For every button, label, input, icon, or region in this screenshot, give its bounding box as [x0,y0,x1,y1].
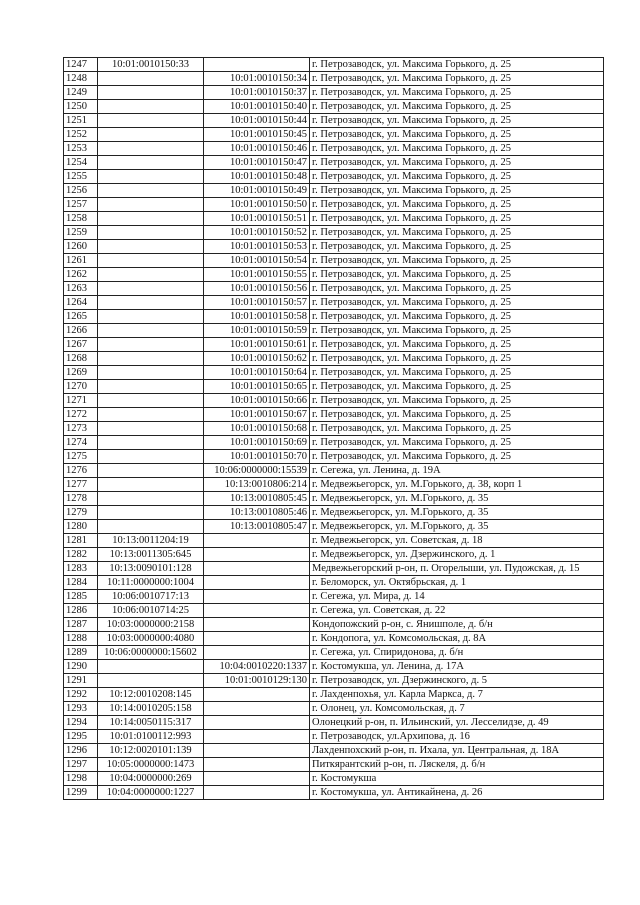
cadastral-number-land-cell: 10:13:0090101:128 [98,562,204,576]
address-cell: г. Беломорск, ул. Октябрьская, д. 1 [310,576,604,590]
address-cell: г. Медвежьегорск, ул. М.Горького, д. 35 [310,492,604,506]
address-cell: г. Петрозаводск, ул. Максима Горького, д. 25 [310,282,604,296]
table-row [64,674,604,688]
address-cell: г. Сегежа, ул. Мира, д. 14 [310,590,604,604]
cadastral-number-building-cell: 10:04:0010220:1337 [204,660,310,674]
row-number-cell: 1274 [64,436,98,450]
cadastral-number-land-cell: 10:01:0100112:993 [98,730,204,744]
cadastral-number-building-cell: 10:01:0010150:54 [204,254,310,268]
table-row [64,506,604,520]
row-number-cell: 1268 [64,352,98,366]
address-cell: г. Петрозаводск, ул. Максима Горького, д. 25 [310,324,604,338]
table-row [64,786,604,800]
row-number-cell: 1290 [64,660,98,674]
cadastral-number-building-cell: 10:01:0010150:64 [204,366,310,380]
cadastral-number-land-cell [98,184,204,198]
cadastral-number-land-cell [98,296,204,310]
row-number-cell: 1289 [64,646,98,660]
table-row [64,702,604,716]
row-number-cell: 1255 [64,170,98,184]
address-cell: г. Петрозаводск, ул. Максима Горького, д. 25 [310,128,604,142]
cadastral-number-building-cell: 10:01:0010150:56 [204,282,310,296]
table-row [64,478,604,492]
cadastral-number-building-cell: 10:01:0010150:65 [204,380,310,394]
cadastral-number-land-cell [98,520,204,534]
table-row [64,338,604,352]
cadastral-number-land-cell: 10:05:0000000:1473 [98,758,204,772]
table-row [64,562,604,576]
address-cell: г. Медвежьегорск, ул. М.Горького, д. 35 [310,520,604,534]
row-number-cell: 1261 [64,254,98,268]
row-number-cell: 1254 [64,156,98,170]
cadastral-number-land-cell [98,478,204,492]
table-row [64,310,604,324]
table-row [64,100,604,114]
row-number-cell: 1288 [64,632,98,646]
address-cell: г. Петрозаводск, ул. Максима Горького, д. 25 [310,72,604,86]
table-row [64,142,604,156]
cadastral-number-building-cell: 10:01:0010150:69 [204,436,310,450]
cadastral-number-land-cell [98,674,204,688]
address-cell: г. Петрозаводск, ул.Архипова, д. 16 [310,730,604,744]
table-row [64,604,604,618]
cadastral-number-building-cell: 10:01:0010150:70 [204,450,310,464]
cadastral-number-building-cell: 10:13:0010805:47 [204,520,310,534]
cadastral-number-land-cell: 10:13:0011305:645 [98,548,204,562]
table-row [64,86,604,100]
cadastral-number-building-cell: 10:01:0010150:53 [204,240,310,254]
cadastral-number-building-cell [204,688,310,702]
row-number-cell: 1278 [64,492,98,506]
cadastral-number-building-cell: 10:13:0010805:46 [204,506,310,520]
row-number-cell: 1296 [64,744,98,758]
address-cell: Лахденпохский р-он, п. Ихала, ул. Центральная, д. 18А [310,744,604,758]
cadastral-number-building-cell: 10:06:0000000:15539 [204,464,310,478]
cadastral-number-land-cell: 10:14:0050115:317 [98,716,204,730]
address-cell: Олонецкий р-он, п. Ильинский, ул. Лесселидзе, д. 49 [310,716,604,730]
table-row [64,282,604,296]
cadastral-number-land-cell: 10:06:0010717:13 [98,590,204,604]
row-number-cell: 1286 [64,604,98,618]
address-cell: г. Петрозаводск, ул. Дзержинского, д. 5 [310,674,604,688]
address-cell: г. Лахденпохья, ул. Карла Маркса, д. 7 [310,688,604,702]
cadastral-number-land-cell: 10:12:0010208:145 [98,688,204,702]
cadastral-number-building-cell: 10:01:0010150:45 [204,128,310,142]
table-row [64,296,604,310]
cadastral-number-building-cell: 10:01:0010150:67 [204,408,310,422]
address-cell: г. Медвежьегорск, ул. Советская, д. 18 [310,534,604,548]
cadastral-number-building-cell: 10:01:0010150:61 [204,338,310,352]
cadastral-number-land-cell [98,282,204,296]
address-cell: г. Сегежа, ул. Советская, д. 22 [310,604,604,618]
address-cell: г. Петрозаводск, ул. Максима Горького, д. 25 [310,352,604,366]
table-row [64,772,604,786]
row-number-cell: 1264 [64,296,98,310]
cadastral-number-building-cell: 10:01:0010150:46 [204,142,310,156]
row-number-cell: 1251 [64,114,98,128]
table-row [64,716,604,730]
cadastral-number-building-cell: 10:01:0010150:44 [204,114,310,128]
cadastral-number-building-cell: 10:01:0010150:51 [204,212,310,226]
address-cell: г. Костомукша, ул. Антикайнена, д. 26 [310,786,604,800]
cadastral-number-land-cell [98,506,204,520]
cadastral-number-building-cell [204,730,310,744]
cadastral-number-land-cell [98,310,204,324]
table-row [64,688,604,702]
cadastral-number-building-cell [204,758,310,772]
table-row [64,492,604,506]
address-cell: г. Петрозаводск, ул. Максима Горького, д. 25 [310,366,604,380]
cadastral-number-building-cell: 10:01:0010150:37 [204,86,310,100]
table-row [64,464,604,478]
row-number-cell: 1252 [64,128,98,142]
cadastral-number-land-cell [98,324,204,338]
cadastral-number-building-cell: 10:01:0010129:130 [204,674,310,688]
address-cell: Кондопожский р-он, с. Янишполе, д. б/н [310,618,604,632]
cadastral-number-building-cell [204,618,310,632]
cadastral-number-land-cell [98,352,204,366]
row-number-cell: 1272 [64,408,98,422]
row-number-cell: 1287 [64,618,98,632]
cadastral-number-land-cell [98,254,204,268]
row-number-cell: 1263 [64,282,98,296]
row-number-cell: 1271 [64,394,98,408]
table-row [64,408,604,422]
row-number-cell: 1275 [64,450,98,464]
cadastral-number-land-cell [98,212,204,226]
table-row [64,72,604,86]
address-cell: г. Петрозаводск, ул. Максима Горького, д. 25 [310,184,604,198]
row-number-cell: 1248 [64,72,98,86]
cadastral-number-building-cell: 10:13:0010805:45 [204,492,310,506]
cadastral-number-building-cell: 10:01:0010150:49 [204,184,310,198]
table-row [64,366,604,380]
cadastral-number-building-cell [204,58,310,72]
row-number-cell: 1295 [64,730,98,744]
cadastral-number-land-cell [98,492,204,506]
address-cell: г. Медвежьегорск, ул. М.Горького, д. 38, корп 1 [310,478,604,492]
cadastral-number-building-cell: 10:01:0010150:47 [204,156,310,170]
address-cell: г. Петрозаводск, ул. Максима Горького, д. 25 [310,198,604,212]
cadastral-number-land-cell [98,338,204,352]
cadastral-number-land-cell [98,72,204,86]
table-row [64,646,604,660]
table-row [64,226,604,240]
address-cell: г. Петрозаводск, ул. Максима Горького, д. 25 [310,254,604,268]
table-row [64,128,604,142]
cadastral-number-land-cell: 10:03:0000000:2158 [98,618,204,632]
table-row [64,422,604,436]
row-number-cell: 1293 [64,702,98,716]
address-cell: г. Костомукша [310,772,604,786]
row-number-cell: 1276 [64,464,98,478]
table-row [64,436,604,450]
cadastral-number-building-cell: 10:01:0010150:58 [204,310,310,324]
cadastral-number-building-cell: 10:01:0010150:55 [204,268,310,282]
address-cell: г. Петрозаводск, ул. Максима Горького, д. 25 [310,156,604,170]
table-row [64,660,604,674]
address-cell: г. Петрозаводск, ул. Максима Горького, д. 25 [310,170,604,184]
row-number-cell: 1279 [64,506,98,520]
cadastral-number-land-cell [98,436,204,450]
address-cell: г. Олонец, ул. Комсомольская, д. 7 [310,702,604,716]
address-cell: г. Сегежа, ул. Ленина, д. 19А [310,464,604,478]
cadastral-number-building-cell [204,548,310,562]
row-number-cell: 1281 [64,534,98,548]
cadastral-number-building-cell [204,702,310,716]
cadastral-number-land-cell: 10:12:0020101:139 [98,744,204,758]
address-cell: г. Петрозаводск, ул. Максима Горького, д. 25 [310,296,604,310]
row-number-cell: 1298 [64,772,98,786]
cadastral-number-building-cell: 10:01:0010150:52 [204,226,310,240]
row-number-cell: 1285 [64,590,98,604]
row-number-cell: 1270 [64,380,98,394]
address-cell: г. Петрозаводск, ул. Максима Горького, д. 25 [310,268,604,282]
row-number-cell: 1273 [64,422,98,436]
address-cell: г. Петрозаводск, ул. Максима Горького, д. 25 [310,422,604,436]
row-number-cell: 1267 [64,338,98,352]
table-row [64,268,604,282]
table-row [64,114,604,128]
cadastral-number-land-cell [98,86,204,100]
cadastral-number-building-cell [204,772,310,786]
cadastral-number-land-cell [98,464,204,478]
cadastral-number-building-cell: 10:01:0010150:62 [204,352,310,366]
cadastral-number-building-cell: 10:13:0010806:214 [204,478,310,492]
row-number-cell: 1247 [64,58,98,72]
cadastral-number-land-cell [98,366,204,380]
table-row [64,576,604,590]
row-number-cell: 1262 [64,268,98,282]
table-row [64,58,604,72]
address-cell: г. Петрозаводск, ул. Максима Горького, д. 25 [310,212,604,226]
row-number-cell: 1249 [64,86,98,100]
row-number-cell: 1258 [64,212,98,226]
table-row [64,198,604,212]
table-row [64,590,604,604]
cadastral-number-building-cell: 10:01:0010150:66 [204,394,310,408]
address-cell: г. Петрозаводск, ул. Максима Горького, д. 25 [310,338,604,352]
cadastral-number-land-cell [98,450,204,464]
row-number-cell: 1259 [64,226,98,240]
cadastral-number-building-cell [204,646,310,660]
row-number-cell: 1291 [64,674,98,688]
table-row [64,394,604,408]
cadastral-number-land-cell: 10:11:0000000:1004 [98,576,204,590]
address-cell: г. Кондопога, ул. Комсомольская, д. 8А [310,632,604,646]
cadastral-number-building-cell [204,716,310,730]
address-cell: г. Медвежьегорск, ул. Дзержинского, д. 1 [310,548,604,562]
row-number-cell: 1297 [64,758,98,772]
row-number-cell: 1292 [64,688,98,702]
address-cell: г. Петрозаводск, ул. Максима Горького, д. 25 [310,100,604,114]
address-cell: г. Сегежа, ул. Спиридонова, д. б/н [310,646,604,660]
address-cell: Медвежьегорский р-он, п. Огорелыши, ул. Пудожская, д. 15 [310,562,604,576]
cadastral-number-land-cell [98,156,204,170]
cadastral-number-land-cell [98,408,204,422]
address-cell: г. Петрозаводск, ул. Максима Горького, д. 25 [310,226,604,240]
row-number-cell: 1294 [64,716,98,730]
table-row [64,352,604,366]
cadastral-number-building-cell [204,562,310,576]
cadastral-number-building-cell [204,632,310,646]
cadastral-number-land-cell [98,198,204,212]
table-row [64,744,604,758]
cadastral-number-land-cell [98,240,204,254]
address-cell: г. Петрозаводск, ул. Максима Горького, д. 25 [310,380,604,394]
address-cell: Питкярантский р-он, п. Ляскеля, д. б/н [310,758,604,772]
cadastral-number-land-cell: 10:03:0000000:4080 [98,632,204,646]
address-cell: г. Петрозаводск, ул. Максима Горького, д. 25 [310,58,604,72]
address-cell: г. Петрозаводск, ул. Максима Горького, д. 25 [310,114,604,128]
cadastral-number-land-cell: 10:06:0010714:25 [98,604,204,618]
table-row [64,240,604,254]
cadastral-number-building-cell [204,744,310,758]
address-cell: г. Петрозаводск, ул. Максима Горького, д. 25 [310,310,604,324]
table-row [64,548,604,562]
cadastral-number-land-cell: 10:06:0000000:15602 [98,646,204,660]
row-number-cell: 1266 [64,324,98,338]
address-cell: г. Петрозаводск, ул. Максима Горького, д. 25 [310,142,604,156]
table-row [64,254,604,268]
address-cell: г. Петрозаводск, ул. Максима Горького, д. 25 [310,86,604,100]
row-number-cell: 1282 [64,548,98,562]
cadastral-number-building-cell [204,786,310,800]
address-cell: г. Петрозаводск, ул. Максима Горького, д. 25 [310,240,604,254]
address-cell: г. Костомукша, ул. Ленина, д. 17А [310,660,604,674]
table-row [64,324,604,338]
row-number-cell: 1299 [64,786,98,800]
cadastral-number-land-cell: 10:01:0010150:33 [98,58,204,72]
cadastral-number-land-cell [98,128,204,142]
table-row [64,380,604,394]
table-row [64,156,604,170]
cadastral-number-building-cell: 10:01:0010150:59 [204,324,310,338]
table-row [64,730,604,744]
table-row [64,534,604,548]
cadastral-number-land-cell: 10:04:0000000:1227 [98,786,204,800]
cadastral-number-building-cell [204,534,310,548]
cadastral-number-land-cell [98,114,204,128]
row-number-cell: 1284 [64,576,98,590]
row-number-cell: 1269 [64,366,98,380]
row-number-cell: 1280 [64,520,98,534]
table-row [64,450,604,464]
table-row [64,170,604,184]
address-cell: г. Медвежьегорск, ул. М.Горького, д. 35 [310,506,604,520]
cadastral-number-building-cell: 10:01:0010150:50 [204,198,310,212]
cadastral-number-building-cell [204,590,310,604]
cadastral-number-building-cell [204,576,310,590]
cadastral-number-land-cell [98,660,204,674]
cadastral-number-building-cell: 10:01:0010150:34 [204,72,310,86]
table-row [64,758,604,772]
address-cell: г. Петрозаводск, ул. Максима Горького, д. 25 [310,450,604,464]
cadastral-number-land-cell [98,394,204,408]
cadastral-number-land-cell [98,142,204,156]
address-cell: г. Петрозаводск, ул. Максима Горького, д. 25 [310,394,604,408]
row-number-cell: 1277 [64,478,98,492]
table-body [64,58,604,800]
table-row [64,520,604,534]
cadastral-number-land-cell [98,380,204,394]
address-cell: г. Петрозаводск, ул. Максима Горького, д. 25 [310,408,604,422]
address-cell: г. Петрозаводск, ул. Максима Горького, д. 25 [310,436,604,450]
cadastral-number-land-cell [98,100,204,114]
row-number-cell: 1250 [64,100,98,114]
cadastral-number-land-cell [98,226,204,240]
table-row [64,212,604,226]
cadastral-number-land-cell [98,170,204,184]
cadastral-number-building-cell [204,604,310,618]
table-row [64,632,604,646]
cadastral-number-land-cell: 10:04:0000000:269 [98,772,204,786]
cadastral-number-building-cell: 10:01:0010150:40 [204,100,310,114]
row-number-cell: 1260 [64,240,98,254]
cadastral-number-building-cell: 10:01:0010150:57 [204,296,310,310]
row-number-cell: 1257 [64,198,98,212]
table-row [64,618,604,632]
cadastral-number-land-cell: 10:14:0010205:158 [98,702,204,716]
cadastral-number-land-cell [98,422,204,436]
row-number-cell: 1256 [64,184,98,198]
property-register-table [63,57,604,800]
cadastral-number-land-cell: 10:13:0011204:19 [98,534,204,548]
row-number-cell: 1283 [64,562,98,576]
cadastral-number-building-cell: 10:01:0010150:48 [204,170,310,184]
row-number-cell: 1265 [64,310,98,324]
table-row [64,184,604,198]
row-number-cell: 1253 [64,142,98,156]
cadastral-number-land-cell [98,268,204,282]
cadastral-number-building-cell: 10:01:0010150:68 [204,422,310,436]
